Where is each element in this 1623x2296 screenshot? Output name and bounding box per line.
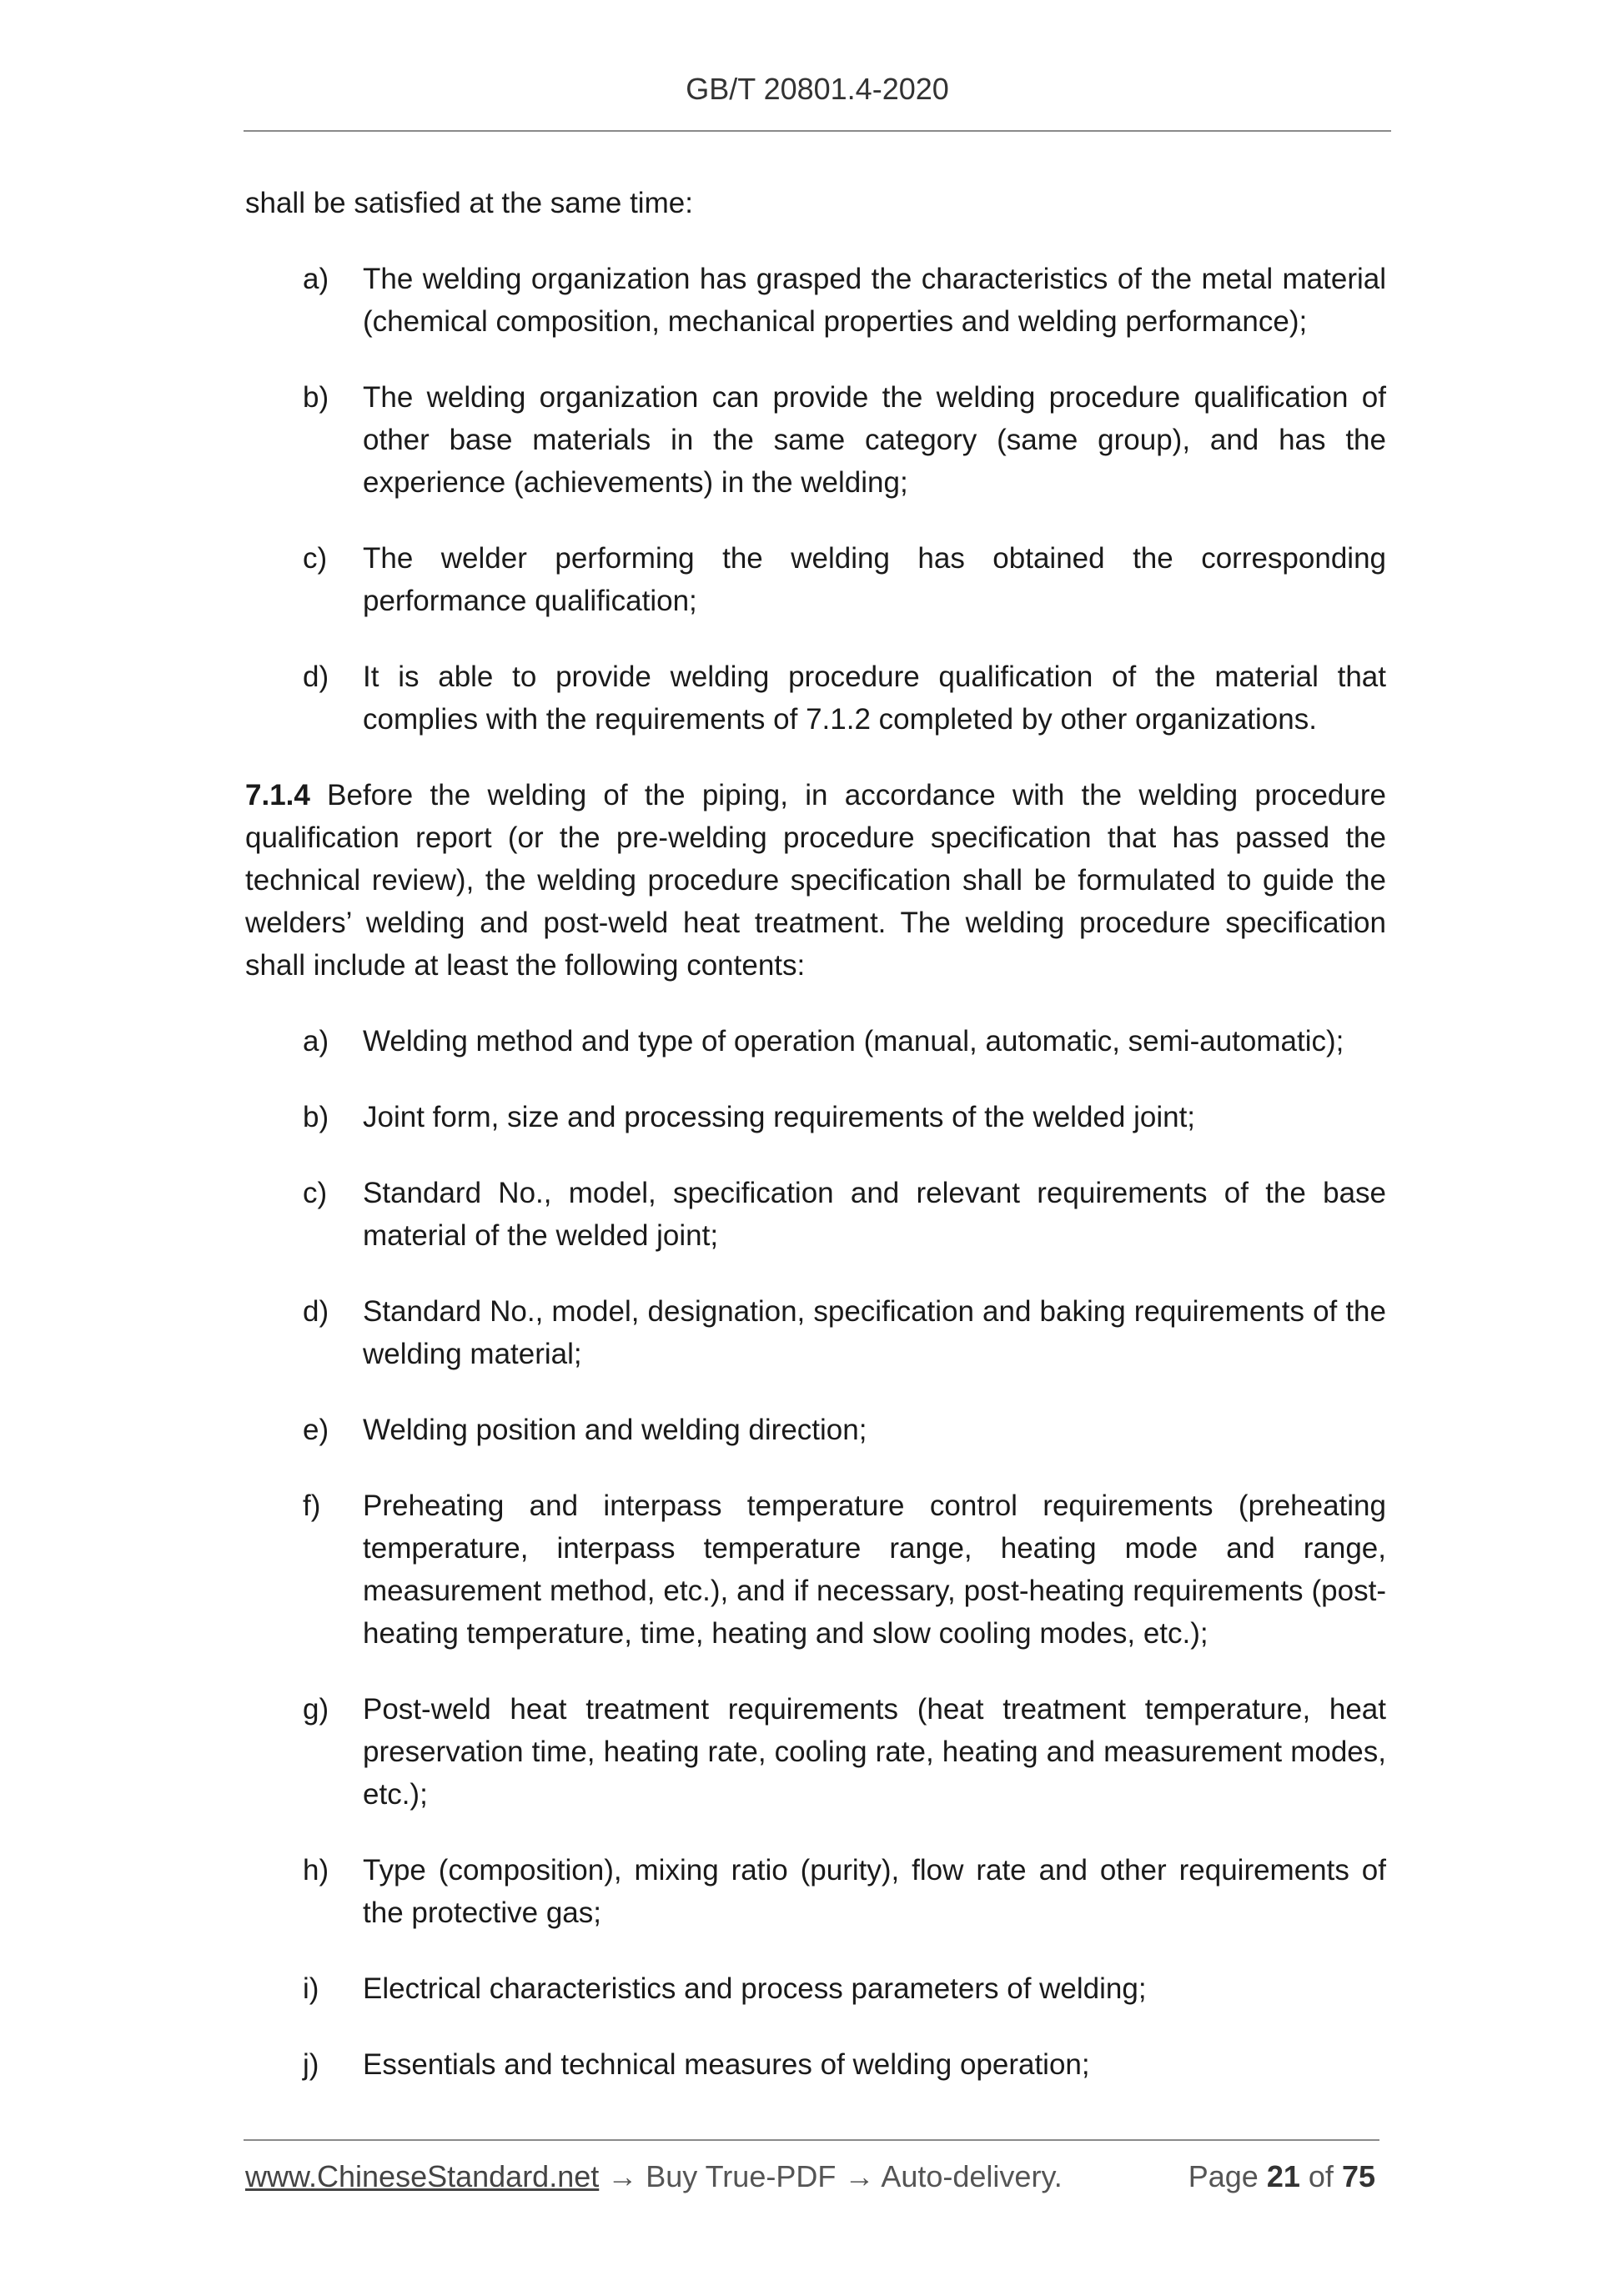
list-marker: d): [303, 1295, 329, 1328]
list-marker: d): [303, 661, 329, 693]
wps-contents-list: [245, 1020, 1386, 2086]
document-header: GB/T 20801.4-2020: [686, 72, 949, 106]
list-marker: b): [303, 381, 329, 414]
list-marker: c): [303, 542, 328, 575]
list-item: [245, 1485, 1386, 1655]
footer-divider: [244, 2139, 1379, 2141]
of-label: of: [1308, 2159, 1334, 2193]
header-divider: [244, 130, 1391, 132]
list-item: [245, 258, 1386, 343]
list-item: [245, 1172, 1386, 1257]
list-item: [245, 656, 1386, 741]
list-item-text: Welding position and welding direction;: [363, 1414, 867, 1446]
list-item-text: Standard No., model, specification and relevant requirements of the base material of the welded joint;: [363, 1177, 1386, 1252]
list-item-text: The welding organization has grasped the characteristics of the metal material (chemical composition, mechanical properties and welding performance);: [363, 263, 1386, 338]
clause-paragraph: [245, 774, 1386, 987]
list-marker: c): [303, 1177, 328, 1209]
intro-paragraph: shall be satisfied at the same time:: [245, 187, 693, 219]
list-item: [245, 376, 1386, 504]
list-marker: f): [303, 1490, 321, 1522]
list-item-text: Post-weld heat treatment requirements (heat treatment temperature, heat preservation time, heating rate, cooling rate, heating and measurement modes, etc.);: [363, 1693, 1386, 1811]
list-marker: a): [303, 263, 329, 295]
clause-text: Before the welding of the piping, in accordance with the welding procedure qualification report (or the pre-welding procedure specification that has passed the technical review), the welding procedure specification shall be formulated to guide the welders’ welding and post-weld heat treatment. The welding procedure specification shall include at least the following contents:: [245, 779, 1386, 982]
list-marker: j): [303, 2048, 319, 2081]
list-item: [245, 2043, 1386, 2086]
list-item-text: Type (composition), mixing ratio (purity), flow rate and other requirements of the protective gas;: [363, 1854, 1386, 1929]
list-item-text: It is able to provide welding procedure qualification of the material that complies with the requirements of 7.1.2 completed by other organizations.: [363, 661, 1386, 736]
requirements-list: [245, 258, 1386, 741]
list-item: [245, 1096, 1386, 1138]
page-indicator: [1188, 2155, 1375, 2198]
list-marker: e): [303, 1414, 329, 1446]
list-item: [245, 537, 1386, 622]
footer-promo: → Buy True-PDF → Auto-delivery.: [607, 2159, 1063, 2193]
list-marker: i): [303, 1972, 319, 2005]
website-link[interactable]: www.ChineseStandard.net: [245, 2159, 600, 2193]
list-item-text: The welder performing the welding has obtained the corresponding performance qualification;: [363, 542, 1386, 617]
list-marker: b): [303, 1101, 329, 1133]
list-item: [245, 1849, 1386, 1934]
list-item-text: Joint form, size and processing requirements of the welded joint;: [363, 1101, 1196, 1133]
list-marker: a): [303, 1025, 329, 1058]
list-item-text: The welding organization can provide the welding procedure qualification of other base materials in the same category (same group), and has the experience (achievements) in the welding;: [363, 381, 1386, 499]
list-item: [245, 1409, 1386, 1451]
page-content: [245, 182, 1386, 2119]
list-item-text: Standard No., model, designation, specification and baking requirements of the welding material;: [363, 1295, 1386, 1370]
list-item: [245, 1290, 1386, 1375]
total-pages: 75: [1341, 2159, 1375, 2193]
list-marker: h): [303, 1854, 329, 1887]
clause-number: 7.1.4: [245, 779, 310, 811]
page-label: Page: [1188, 2159, 1259, 2193]
current-page-number: 21: [1266, 2159, 1300, 2193]
list-item: [245, 1967, 1386, 2010]
list-item: [245, 1020, 1386, 1063]
list-item-text: Electrical characteristics and process parameters of welding;: [363, 1972, 1147, 2005]
list-item-text: Preheating and interpass temperature control requirements (preheating temperature, interpass temperature range, heating mode and range, measurement method, etc.), and if necessary, post-heating requirements (post-heating temperature, time, heating and slow cooling modes, etc.);: [363, 1490, 1386, 1650]
list-item-text: Essentials and technical measures of welding operation;: [363, 2048, 1090, 2081]
list-item-text: Welding method and type of operation (manual, automatic, semi-automatic);: [363, 1025, 1344, 1058]
page-footer: [245, 2155, 1379, 2198]
list-item: [245, 1688, 1386, 1816]
list-marker: g): [303, 1693, 329, 1726]
